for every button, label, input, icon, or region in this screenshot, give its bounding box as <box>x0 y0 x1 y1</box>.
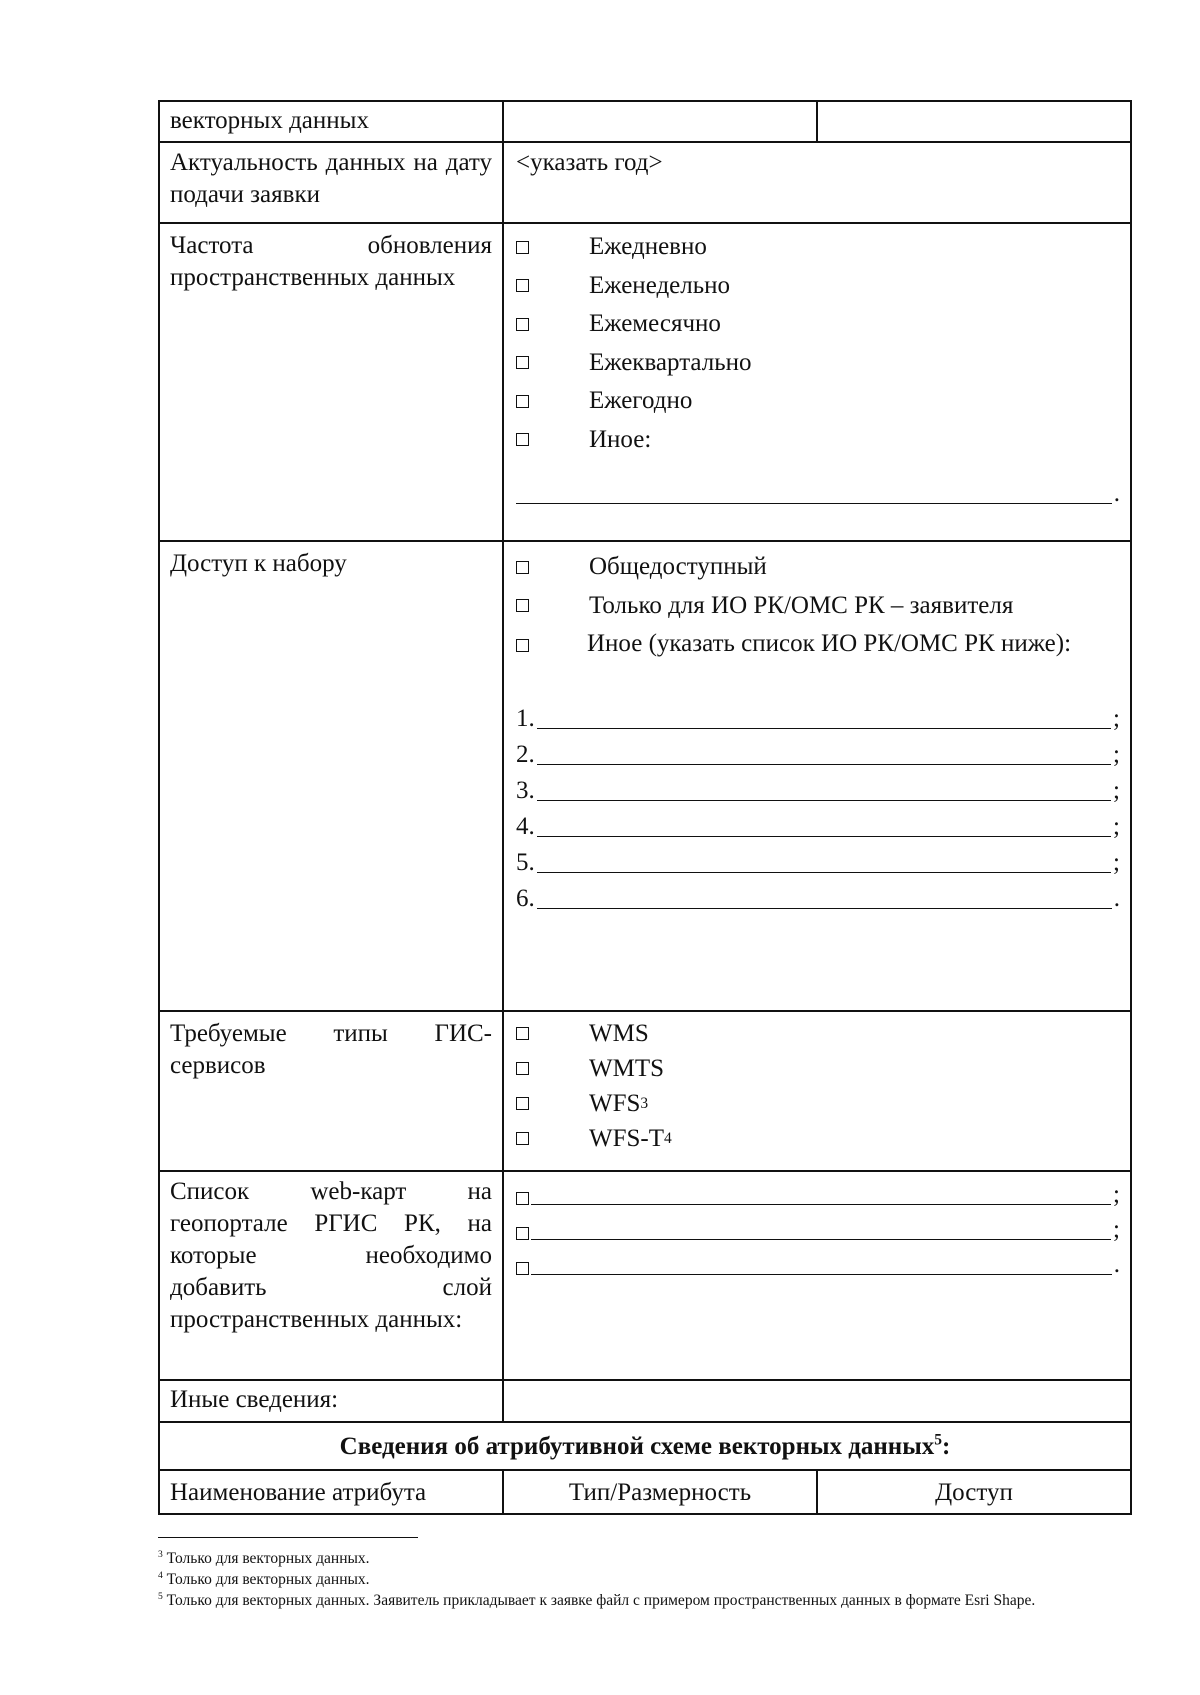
actuality-value-cell[interactable] <box>503 142 1131 223</box>
gis-services-label-cell <box>159 1011 503 1171</box>
option-label: Ежемесячно <box>589 310 721 338</box>
checkbox-option[interactable] <box>516 421 1120 460</box>
attr-section-header-cell <box>159 1422 1131 1470</box>
option-label: Ежеквартально <box>589 348 752 376</box>
footnote-list <box>158 1548 1130 1611</box>
blank-underline <box>537 763 1111 765</box>
webmap-blank-line[interactable] <box>516 1176 1120 1211</box>
blank-underline <box>531 1273 1112 1275</box>
checkbox-icon[interactable] <box>516 241 529 254</box>
application-form-table <box>158 100 1132 1515</box>
line-punctuation: ; <box>1113 1181 1120 1208</box>
line-punctuation: ; <box>1113 1216 1120 1243</box>
line-punctuation: . <box>1113 1251 1120 1278</box>
blank-underline <box>537 871 1111 873</box>
blank-underline <box>537 907 1112 909</box>
other-info-label-cell <box>159 1380 503 1422</box>
footnote-number: 3 <box>158 1548 163 1560</box>
actuality-label-cell <box>159 142 503 223</box>
gis-services-cell <box>503 1011 1131 1171</box>
checkbox-option[interactable] <box>516 382 1120 421</box>
webmaps-label: Список web-карт на геопортале РГИС РК, на которые необходимо добавить слой пространственных данных: <box>170 1178 492 1333</box>
checkbox-option[interactable] <box>516 1051 1120 1086</box>
access-blank-line[interactable] <box>516 879 1120 915</box>
gis-services-list <box>504 1012 1130 1162</box>
access-other-label: Иное (указать список ИО РК/ОМС РК ниже): <box>587 630 1072 657</box>
line-punctuation: ; <box>1113 813 1120 840</box>
line-number: 4. <box>516 813 535 840</box>
vector-data-label-cell <box>159 101 503 142</box>
checkbox-icon[interactable] <box>516 318 529 331</box>
checkbox-option[interactable] <box>516 1016 1120 1051</box>
line-number: 1. <box>516 705 535 732</box>
attr-col-access-header: Доступ <box>817 1470 1131 1514</box>
blank-underline <box>537 835 1111 837</box>
blank-underline <box>531 1238 1111 1240</box>
access-blank-line[interactable] <box>516 807 1120 843</box>
blank-underline <box>531 1203 1111 1205</box>
access-other-option[interactable] <box>516 627 1120 661</box>
access-blank-line[interactable] <box>516 699 1120 735</box>
access-label-cell <box>159 541 503 1011</box>
attr-col-type-header: Тип/Размерность <box>503 1470 817 1514</box>
footnote-text: Только для векторных данных. <box>162 1571 370 1588</box>
checkbox-icon[interactable] <box>516 1227 529 1240</box>
footnotes <box>158 1537 1130 1611</box>
checkbox-option[interactable] <box>516 344 1120 383</box>
option-label: Ежегодно <box>589 387 693 415</box>
access-blank-line[interactable] <box>516 771 1120 807</box>
blank-underline <box>537 799 1111 801</box>
vector-data-value-cell-2[interactable] <box>817 101 1131 142</box>
checkbox-icon[interactable] <box>516 1062 529 1075</box>
line-number: 2. <box>516 741 535 768</box>
webmaps-list <box>504 1172 1130 1287</box>
option-label: Ежедневно <box>589 233 707 261</box>
option-label: Иное: <box>589 425 652 453</box>
access-options-list <box>516 548 1120 625</box>
vector-data-label: векторных данных <box>170 107 369 134</box>
checkbox-icon[interactable] <box>516 1097 529 1110</box>
checkbox-option[interactable]: WFS 3 <box>516 1086 1120 1121</box>
actuality-value: <указать год> <box>516 149 663 176</box>
line-number: 6. <box>516 885 535 912</box>
access-blank-line[interactable] <box>516 843 1120 879</box>
option-label: Только для ИО РК/ОМС РК – заявителя <box>589 591 1014 619</box>
footnote-number: 5 <box>158 1590 163 1602</box>
line-number: 5. <box>516 849 535 876</box>
footnote-number: 4 <box>158 1569 163 1581</box>
frequency-options-cell <box>503 223 1131 541</box>
checkbox-icon[interactable] <box>516 599 529 612</box>
gis-service-label: WMS <box>589 1019 649 1047</box>
checkbox-icon[interactable] <box>516 1027 529 1040</box>
blank-underline <box>537 727 1111 729</box>
checkbox-icon[interactable] <box>516 279 529 292</box>
other-info-label: Иные сведения: <box>170 1386 339 1413</box>
gis-service-label: WFS-T <box>589 1124 664 1152</box>
webmap-blank-line[interactable] <box>516 1246 1120 1281</box>
other-info-value-cell[interactable] <box>503 1380 1131 1422</box>
webmap-blank-line[interactable] <box>516 1211 1120 1246</box>
webmaps-label-cell <box>159 1171 503 1380</box>
checkbox-option[interactable] <box>516 267 1120 306</box>
checkbox-option[interactable] <box>516 305 1120 344</box>
gis-service-label: WFS <box>589 1089 641 1117</box>
line-punctuation: ; <box>1113 777 1120 804</box>
frequency-end-punct: . <box>1113 479 1120 507</box>
checkbox-option[interactable] <box>516 548 1120 587</box>
checkbox-icon[interactable] <box>516 1132 529 1145</box>
line-punctuation: ; <box>1113 705 1120 732</box>
frequency-label-cell <box>159 223 503 541</box>
footnote-text: Только для векторных данных. Заявитель прикладывает к заявке файл с примером пространственных данных в формате Esri Shape. <box>162 1592 1036 1609</box>
option-label: Общедоступный <box>589 553 767 581</box>
webmaps-cell <box>503 1171 1131 1380</box>
checkbox-icon[interactable] <box>516 561 529 574</box>
option-label: Еженедельно <box>589 271 731 299</box>
actuality-label: Актуальность данных на дату подачи заявки <box>170 149 492 208</box>
access-numbered-list <box>516 699 1120 915</box>
frequency-label: Частота обновления пространственных данных <box>170 232 492 291</box>
checkbox-icon[interactable] <box>516 433 529 446</box>
footnote <box>158 1548 1130 1569</box>
frequency-options-list <box>504 224 1130 465</box>
vector-data-value-cell-1[interactable] <box>503 101 817 142</box>
access-label: Доступ к набору <box>170 550 347 577</box>
gis-service-label: WMTS <box>589 1054 664 1082</box>
line-number: 3. <box>516 777 535 804</box>
frequency-other-line[interactable] <box>516 471 1120 510</box>
line-punctuation: ; <box>1113 741 1120 768</box>
checkbox-option[interactable] <box>516 228 1120 267</box>
footnote-text: Только для векторных данных. <box>162 1550 370 1567</box>
checkbox-icon[interactable] <box>516 1192 529 1205</box>
access-blank-line[interactable] <box>516 735 1120 771</box>
footnote-separator <box>158 1537 418 1538</box>
line-punctuation: ; <box>1113 849 1120 876</box>
gis-services-label: Требуемые типы ГИС-сервисов <box>170 1020 492 1079</box>
attr-section-title: Сведения об атрибутивной схеме векторных данных$^5$: <box>339 1431 951 1460</box>
footnote <box>158 1569 1130 1590</box>
checkbox-icon[interactable] <box>516 1262 529 1275</box>
checkbox-option[interactable] <box>516 587 1120 626</box>
access-options-cell <box>503 541 1131 1011</box>
checkbox-option[interactable]: WFS-T 4 <box>516 1121 1120 1156</box>
footnote <box>158 1590 1130 1611</box>
checkbox-icon[interactable] <box>516 395 529 408</box>
checkbox-icon[interactable] <box>516 356 529 369</box>
line-punctuation: . <box>1113 885 1120 912</box>
attr-col-name-header: Наименование атрибута <box>159 1470 503 1514</box>
